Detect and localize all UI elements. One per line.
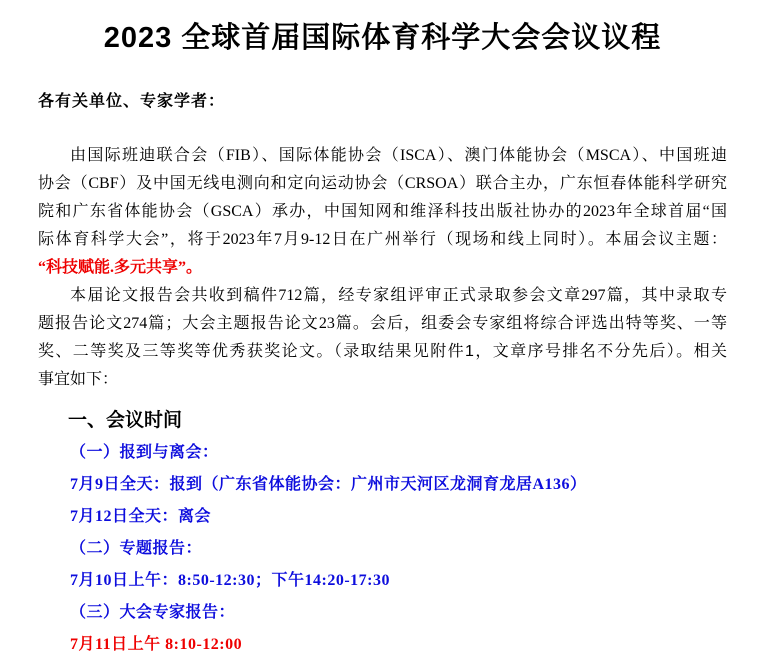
paragraph-line: 题报告论文274篇；大会主题报告论文23篇。会后，组委会专家组将综合评选出特等奖、一等 bbox=[38, 315, 727, 332]
document-title: 2023 全球首届国际体育科学大会会议议程 bbox=[103, 22, 662, 54]
schedule-item-special-reports-header: （二）专题报告： bbox=[70, 540, 203, 557]
schedule-list bbox=[70, 442, 727, 656]
paragraph-line: 由国际班迪联合会（FIB）、国际体能协会（ISCA）、澳门体能协会（MSCA）、中国班迪 bbox=[70, 147, 727, 164]
paragraph-line: 院和广东省体能协会（GSCA）承办，中国知网和维泽科技出版社协办的2023年全球首届“国 bbox=[38, 203, 727, 220]
paragraph-papers bbox=[38, 282, 727, 394]
paragraph-line: 本届论文报告会共收到稿件712篇，经专家组评审正式录取参会文章297篇，其中录取专 bbox=[70, 287, 727, 304]
schedule-item-checkin-header: （一）报到与离会： bbox=[70, 444, 219, 461]
schedule-item-departure-date: 7月12日全天：离会 bbox=[70, 508, 212, 525]
greeting-line: 各有关单位、专家学者： bbox=[38, 93, 226, 110]
schedule-item-special-reports-time: 7月10日上午：8:50-12:30；下午14:20-17:30 bbox=[70, 572, 390, 589]
paragraph-line bbox=[38, 338, 727, 366]
section-heading-meeting-time: 一、会议时间 bbox=[68, 410, 183, 431]
schedule-item-expert-reports-header: （三）大会专家报告： bbox=[70, 604, 236, 621]
paragraph-line: 事宜如下： bbox=[38, 371, 119, 388]
paragraph-intro bbox=[38, 142, 727, 282]
paragraph-line: 际体育科学大会”，将于2023年7月9-12日在广州举行（现场和线上同时）。本届会议主题： bbox=[38, 231, 727, 248]
schedule-item-expert-reports-time: 7月11日上午 8:10-12:00 bbox=[70, 636, 243, 653]
schedule-item-checkin-date: 7月9日全天：报到（广东省体能协会：广州市天河区龙洞育龙居A136） bbox=[70, 476, 587, 493]
conference-theme-line bbox=[38, 254, 727, 282]
attachment-note-segment: （录取结果见附件1，文章序号排名不分先后） bbox=[333, 343, 677, 360]
paragraph-segment: 。相关 bbox=[676, 343, 727, 360]
paragraph-line: 协会（CBF）及中国无线电测向和定向运动协会（CRSOA）联合主办，广东恒春体能科学研究 bbox=[38, 175, 727, 192]
conference-theme-text: “科技赋能.多元共享”。 bbox=[38, 259, 203, 276]
paragraph-segment: 奖、二等奖及三等奖等优秀获奖论文。 bbox=[38, 343, 334, 360]
